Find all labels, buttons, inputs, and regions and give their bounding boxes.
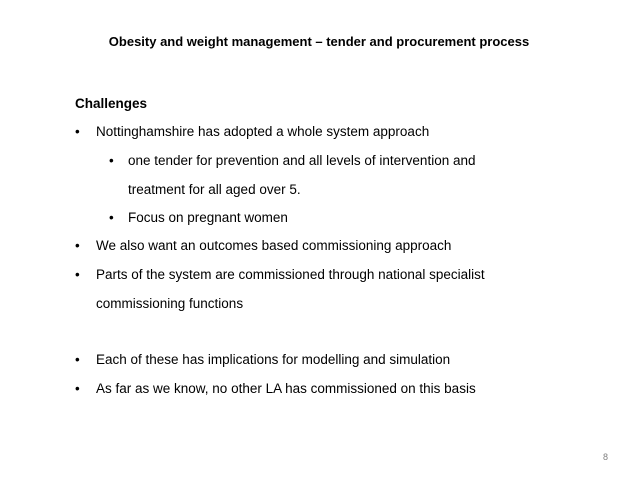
sub-bullet-text-2: Focus on pregnant women [128,210,288,225]
bullet-text-3: Parts of the system are commissioned through national specialist [96,267,485,282]
page-number: 8 [602,452,608,462]
bullet-text-3-cont: commissioning functions [96,296,244,311]
section-heading: Challenges [75,96,148,111]
bullet-marker: • [109,210,114,225]
bullet-text-2: We also want an outcomes based commissioning approach [96,238,452,253]
bullet-text-1: Nottinghamshire has adopted a whole system approach [96,124,430,139]
bullet-marker: • [75,267,80,282]
bullet-marker: • [75,381,80,396]
bullet-text-5: As far as we know, no other LA has commissioned on this basis [96,381,476,396]
sub-bullet-text-1-cont: treatment for all aged over 5. [128,182,301,197]
bullet-marker: • [75,124,80,139]
sub-bullet-text-1: one tender for prevention and all levels of intervention and [128,153,476,168]
bullet-marker: • [109,153,114,168]
slide-title: Obesity and weight management – tender and procurement process [108,34,530,49]
bullet-marker: • [75,352,80,367]
bullet-text-4: Each of these has implications for modelling and simulation [96,352,451,367]
bullet-marker: • [75,238,80,253]
